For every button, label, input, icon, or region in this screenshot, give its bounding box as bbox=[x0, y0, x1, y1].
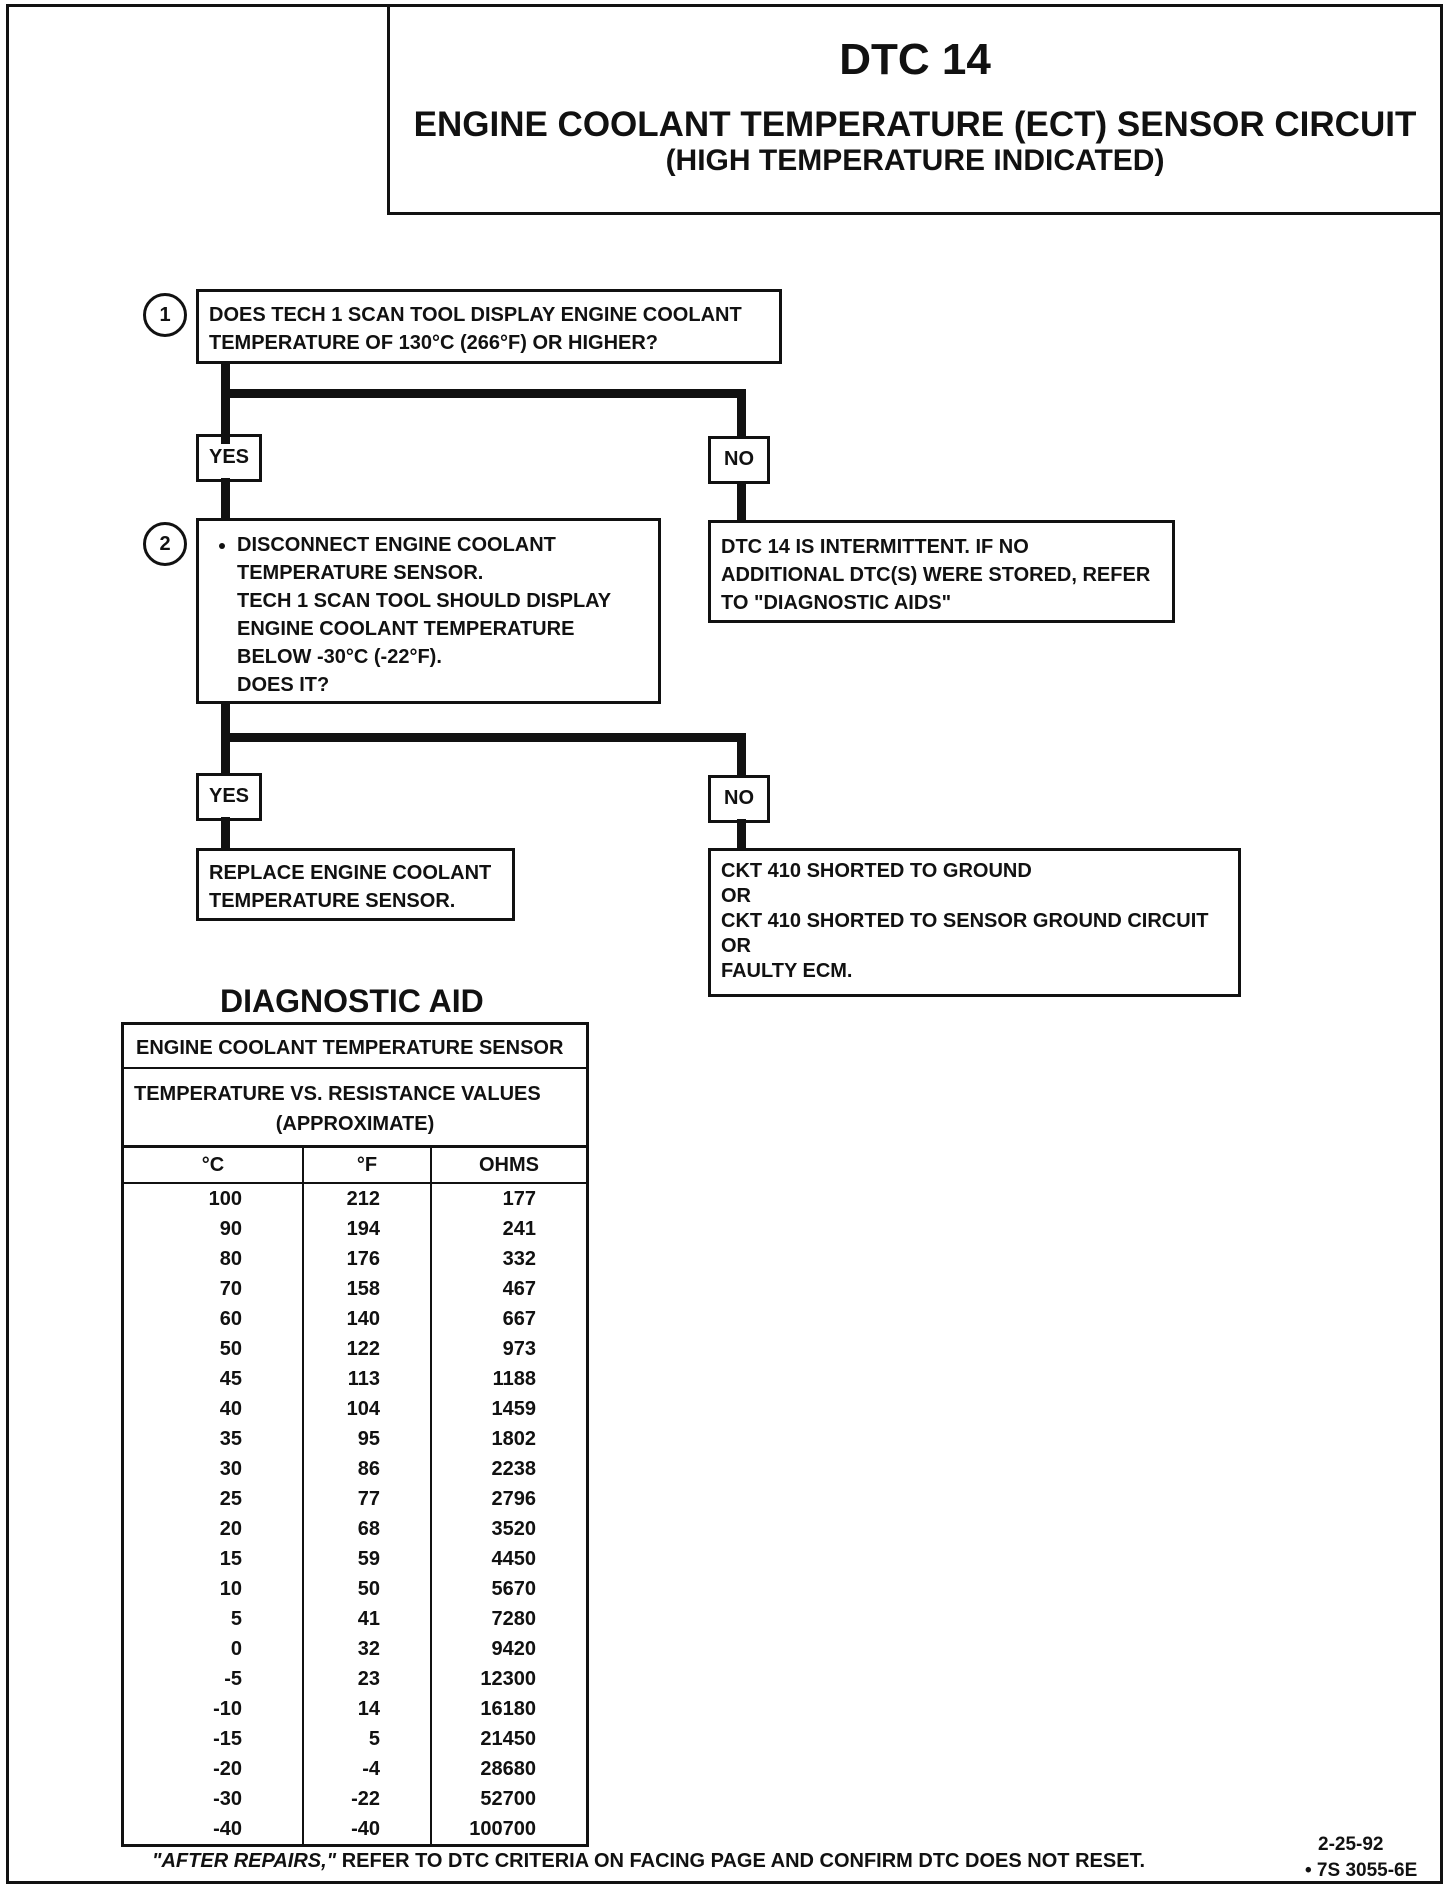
cell-ohms: 9420 bbox=[431, 1634, 586, 1664]
cell-fahrenheit: 104 bbox=[303, 1394, 431, 1424]
connector bbox=[221, 389, 746, 398]
page-subtitle-qualifier: (HIGH TEMPERATURE INDICATED) bbox=[665, 144, 1165, 177]
table-row bbox=[124, 1334, 586, 1364]
cell-ohms: 4450 bbox=[431, 1544, 586, 1574]
table-row bbox=[124, 1484, 586, 1514]
intermittent-line: DTC 14 IS INTERMITTENT. IF NO bbox=[721, 536, 1029, 558]
no-label: NO bbox=[708, 436, 770, 484]
table-row bbox=[124, 1244, 586, 1274]
cell-celsius: 15 bbox=[219, 1548, 242, 1570]
connector bbox=[221, 817, 230, 849]
cell-ohms: 16180 bbox=[431, 1694, 586, 1724]
step1-line: TEMPERATURE OF 130°C (266°F) OR HIGHER? bbox=[209, 332, 659, 354]
cell-celsius: 60 bbox=[219, 1308, 242, 1330]
cell-fahrenheit: 95 bbox=[303, 1424, 431, 1454]
step2-line: ENGINE COOLANT TEMPERATURE bbox=[237, 618, 575, 640]
cell-celsius: 80 bbox=[219, 1248, 242, 1270]
table-row bbox=[124, 1364, 586, 1394]
step2-action-box bbox=[196, 518, 661, 704]
intermittent-result-box bbox=[708, 520, 1175, 623]
cell-fahrenheit: 212 bbox=[303, 1183, 431, 1214]
cell-celsius: 70 bbox=[219, 1278, 242, 1300]
cell-fahrenheit: -4 bbox=[303, 1754, 431, 1784]
table-header-sensor: ENGINE COOLANT TEMPERATURE SENSOR bbox=[124, 1025, 586, 1069]
connector bbox=[737, 482, 746, 522]
table-row bbox=[124, 1754, 586, 1784]
cell-fahrenheit: 32 bbox=[303, 1634, 431, 1664]
circuit-line: OR bbox=[721, 885, 751, 907]
step-number-1: 1 bbox=[143, 293, 187, 337]
cell-celsius: 30 bbox=[219, 1458, 242, 1480]
cell-celsius: 50 bbox=[219, 1338, 242, 1360]
step2-line: TEMPERATURE SENSOR. bbox=[237, 562, 484, 584]
footer-note-text: REFER TO DTC CRITERIA ON FACING PAGE AND CONFIRM DTC DOES NOT RESET. bbox=[336, 1850, 1146, 1872]
table-row bbox=[124, 1514, 586, 1544]
table-row bbox=[124, 1604, 586, 1634]
document-code: • 7S 3055-6E bbox=[1305, 1860, 1418, 1881]
cell-celsius: 45 bbox=[219, 1368, 242, 1390]
replace-line: REPLACE ENGINE COOLANT bbox=[209, 862, 492, 884]
table-row bbox=[124, 1183, 586, 1214]
step2-line: TECH 1 SCAN TOOL SHOULD DISPLAY bbox=[237, 590, 612, 612]
table-row bbox=[124, 1784, 586, 1814]
intermittent-line: ADDITIONAL DTC(S) WERE STORED, REFER bbox=[721, 564, 1151, 586]
cell-celsius: 40 bbox=[219, 1398, 242, 1420]
circuit-line: FAULTY ECM. bbox=[721, 960, 853, 982]
connector bbox=[221, 733, 746, 742]
table-row bbox=[124, 1274, 586, 1304]
cell-ohms: 28680 bbox=[431, 1754, 586, 1784]
step-number-2: 2 bbox=[143, 522, 187, 566]
cell-celsius: -20 bbox=[213, 1758, 242, 1780]
table-row bbox=[124, 1814, 586, 1844]
circuit-line: OR bbox=[721, 935, 751, 957]
replace-sensor-box bbox=[196, 848, 515, 921]
table-header-line: TEMPERATURE VS. RESISTANCE VALUES bbox=[134, 1083, 541, 1105]
cell-celsius: -10 bbox=[213, 1698, 242, 1720]
cell-celsius: -5 bbox=[224, 1668, 242, 1690]
cell-ohms: 1459 bbox=[431, 1394, 586, 1424]
circuit-fault-box bbox=[708, 848, 1241, 997]
cell-ohms: 2238 bbox=[431, 1454, 586, 1484]
cell-fahrenheit: 194 bbox=[303, 1214, 431, 1244]
column-header-celsius: °C bbox=[124, 1148, 303, 1183]
cell-fahrenheit: 77 bbox=[303, 1484, 431, 1514]
cell-celsius: 90 bbox=[219, 1218, 242, 1240]
cell-fahrenheit: 113 bbox=[303, 1364, 431, 1394]
cell-ohms: 100700 bbox=[431, 1814, 586, 1844]
cell-ohms: 667 bbox=[431, 1304, 586, 1334]
yes-label: YES bbox=[196, 773, 262, 821]
cell-ohms: 5670 bbox=[431, 1574, 586, 1604]
column-header-fahrenheit: °F bbox=[303, 1148, 431, 1183]
column-header-ohms: OHMS bbox=[431, 1148, 586, 1183]
table-row bbox=[124, 1694, 586, 1724]
cell-fahrenheit: 158 bbox=[303, 1274, 431, 1304]
yes-label: YES bbox=[196, 434, 262, 482]
cell-ohms: 332 bbox=[431, 1244, 586, 1274]
step1-line: DOES TECH 1 SCAN TOOL DISPLAY ENGINE COOLANT bbox=[209, 304, 742, 326]
table-row bbox=[124, 1454, 586, 1484]
cell-celsius: -40 bbox=[213, 1818, 242, 1840]
cell-fahrenheit: 86 bbox=[303, 1454, 431, 1484]
cell-ohms: 973 bbox=[431, 1334, 586, 1364]
table-row bbox=[124, 1214, 586, 1244]
connector bbox=[221, 364, 230, 444]
cell-fahrenheit: 14 bbox=[303, 1694, 431, 1724]
cell-fahrenheit: 5 bbox=[303, 1724, 431, 1754]
cell-celsius: 10 bbox=[219, 1578, 242, 1600]
table-row bbox=[124, 1634, 586, 1664]
circuit-line: CKT 410 SHORTED TO SENSOR GROUND CIRCUIT bbox=[721, 910, 1209, 932]
table-row bbox=[124, 1304, 586, 1334]
cell-ohms: 467 bbox=[431, 1274, 586, 1304]
cell-celsius: 100 bbox=[208, 1188, 242, 1210]
cell-fahrenheit: 140 bbox=[303, 1304, 431, 1334]
cell-ohms: 241 bbox=[431, 1214, 586, 1244]
cell-fahrenheit: 68 bbox=[303, 1514, 431, 1544]
cell-ohms: 52700 bbox=[431, 1784, 586, 1814]
cell-ohms: 3520 bbox=[431, 1514, 586, 1544]
cell-ohms: 7280 bbox=[431, 1604, 586, 1634]
cell-fahrenheit: 23 bbox=[303, 1664, 431, 1694]
table-row bbox=[124, 1544, 586, 1574]
table-header-line: (APPROXIMATE) bbox=[275, 1113, 435, 1135]
page-title: DTC 14 bbox=[839, 35, 991, 84]
diagnostic-aid-title: DIAGNOSTIC AID bbox=[220, 983, 484, 1019]
step2-line: DOES IT? bbox=[237, 674, 330, 696]
intermittent-line: TO "DIAGNOSTIC AIDS" bbox=[721, 592, 952, 614]
cell-celsius: 35 bbox=[219, 1428, 242, 1450]
table-row bbox=[124, 1574, 586, 1604]
footer-note-emphasis: "AFTER REPAIRS," bbox=[152, 1850, 337, 1872]
table-row bbox=[124, 1724, 586, 1754]
footer-note bbox=[152, 1850, 1145, 1873]
cell-celsius: 25 bbox=[219, 1488, 242, 1510]
cell-ohms: 2796 bbox=[431, 1484, 586, 1514]
cell-fahrenheit: 41 bbox=[303, 1604, 431, 1634]
cell-fahrenheit: -22 bbox=[303, 1784, 431, 1814]
step1-question-box bbox=[196, 289, 782, 364]
cell-celsius: 20 bbox=[219, 1518, 242, 1540]
table-row bbox=[124, 1394, 586, 1424]
connector bbox=[737, 733, 746, 777]
cell-celsius: 0 bbox=[230, 1638, 242, 1660]
cell-ohms: 177 bbox=[431, 1183, 586, 1214]
cell-ohms: 1188 bbox=[431, 1364, 586, 1394]
cell-fahrenheit: 122 bbox=[303, 1334, 431, 1364]
cell-fahrenheit: 59 bbox=[303, 1544, 431, 1574]
replace-line: TEMPERATURE SENSOR. bbox=[209, 890, 456, 912]
connector bbox=[221, 478, 230, 520]
connector bbox=[737, 819, 746, 849]
cell-fahrenheit: 176 bbox=[303, 1244, 431, 1274]
table-row bbox=[124, 1424, 586, 1454]
table-row bbox=[124, 1664, 586, 1694]
cell-fahrenheit: 50 bbox=[303, 1574, 431, 1604]
resistance-table bbox=[124, 1148, 586, 1844]
connector bbox=[737, 389, 746, 439]
cell-fahrenheit: -40 bbox=[303, 1814, 431, 1844]
title-block bbox=[387, 4, 1443, 215]
cell-celsius: -30 bbox=[213, 1788, 242, 1810]
circuit-line: CKT 410 SHORTED TO GROUND bbox=[721, 860, 1032, 882]
revision-date: 2-25-92 bbox=[1318, 1834, 1384, 1855]
diagnostic-aid-table bbox=[121, 1022, 589, 1847]
no-label: NO bbox=[708, 775, 770, 823]
page-subtitle: ENGINE COOLANT TEMPERATURE (ECT) SENSOR CIRCUIT bbox=[413, 105, 1417, 144]
cell-ohms: 1802 bbox=[431, 1424, 586, 1454]
cell-celsius: 5 bbox=[230, 1608, 242, 1630]
cell-ohms: 12300 bbox=[431, 1664, 586, 1694]
cell-ohms: 21450 bbox=[431, 1724, 586, 1754]
cell-celsius: -15 bbox=[213, 1728, 242, 1750]
table-header-values bbox=[124, 1069, 586, 1148]
step2-line: BELOW -30°C (-22°F). bbox=[237, 646, 442, 668]
step2-line: • DISCONNECT ENGINE COOLANT bbox=[237, 534, 556, 556]
